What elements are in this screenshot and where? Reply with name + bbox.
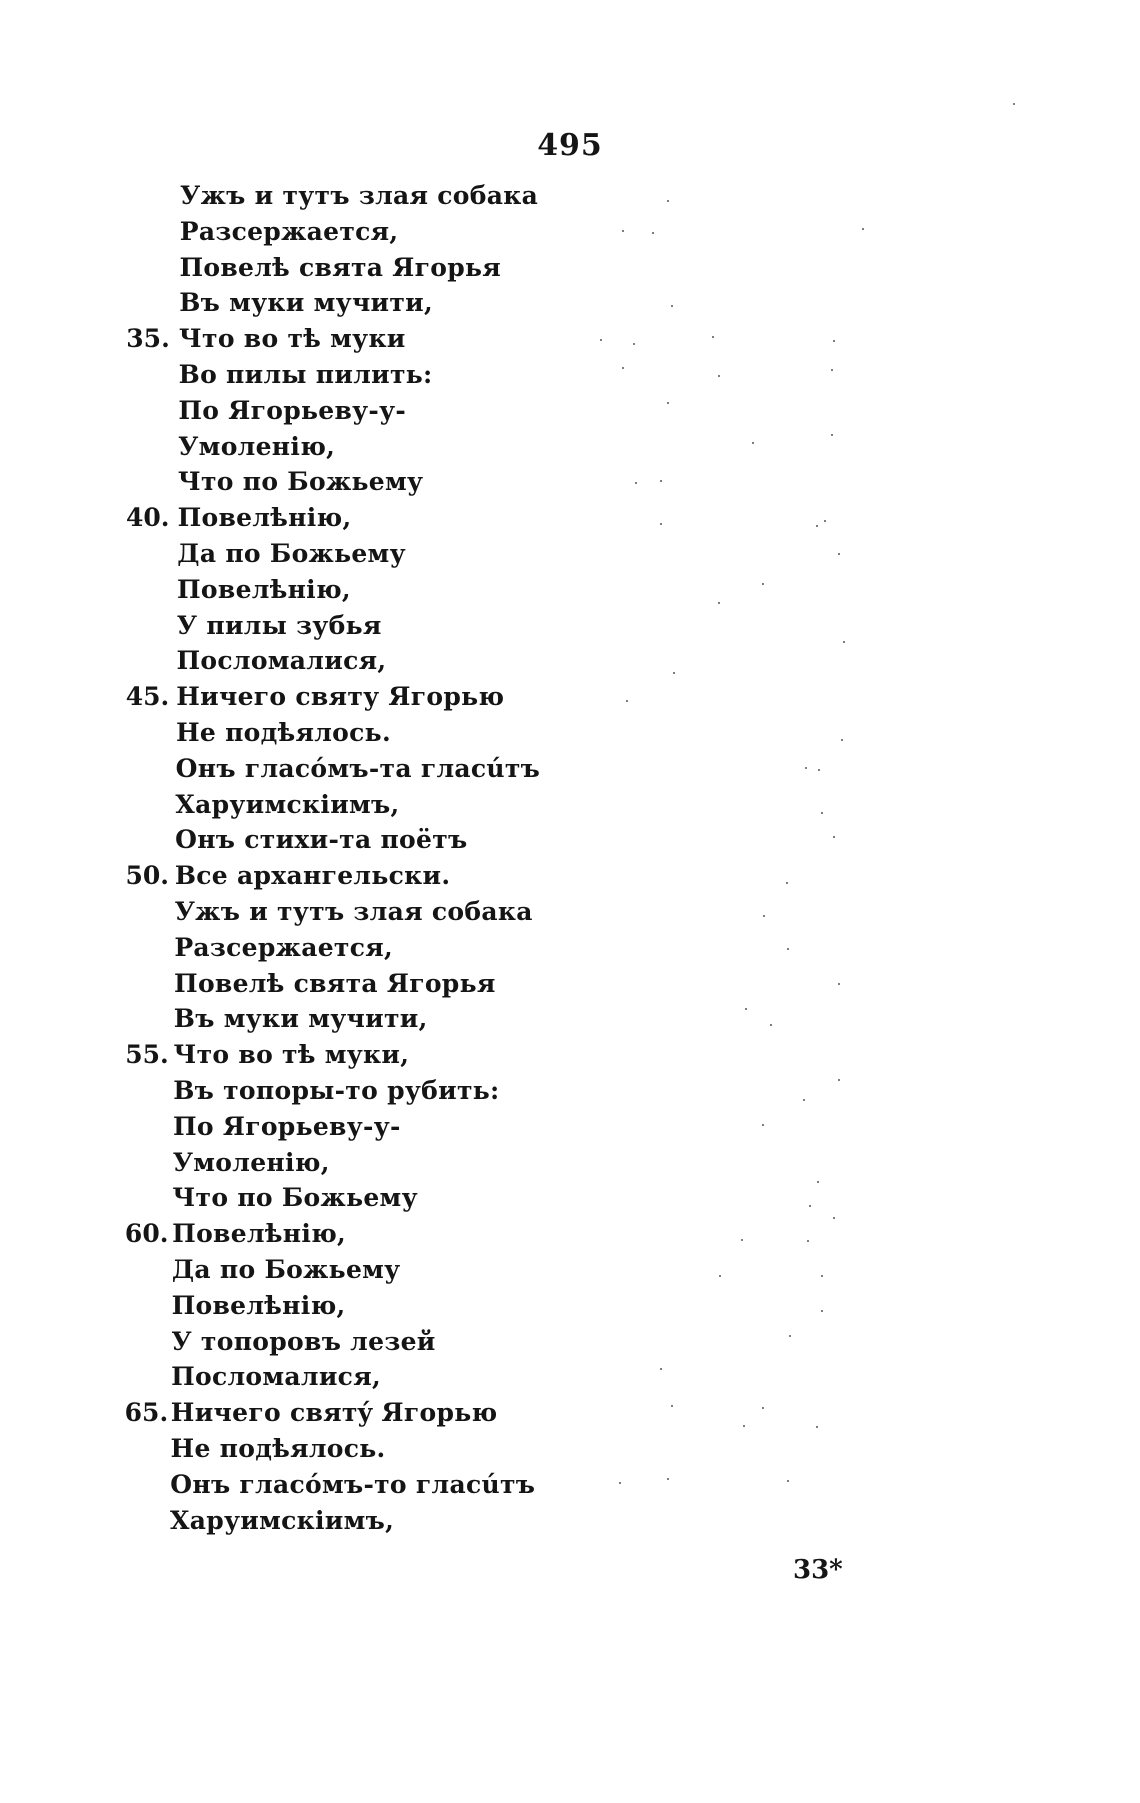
line-text: Повелѣнiю, <box>177 574 351 604</box>
scan-speck <box>673 672 675 674</box>
scan-speck <box>671 1405 673 1407</box>
scan-speck <box>816 525 818 527</box>
scan-speck <box>752 442 754 444</box>
scan-speck <box>803 1099 805 1101</box>
scan-speck <box>821 1310 823 1312</box>
line-text: Ничего святý Ягорью <box>170 1398 498 1428</box>
scan-speck <box>660 1368 662 1370</box>
poem-line <box>0 787 1140 823</box>
scan-speck <box>838 1079 840 1081</box>
scan-speck <box>762 583 764 585</box>
scan-speck <box>831 369 833 371</box>
poem-line <box>0 321 1140 357</box>
line-text: Да по Божьему <box>171 1255 401 1284</box>
scan-speck <box>787 948 789 950</box>
line-number: 40. <box>126 503 170 533</box>
line-text: Все архангельски. <box>174 861 451 891</box>
scan-speck <box>841 739 843 741</box>
line-text: Въ муки мучити, <box>179 288 434 318</box>
scan-speck <box>762 1407 764 1409</box>
poem-line <box>0 464 1140 500</box>
line-text: Умоленiю, <box>172 1147 330 1177</box>
poem-line <box>0 1216 1140 1252</box>
scan-speck <box>821 1275 823 1277</box>
scan-speck <box>712 336 714 338</box>
scan-speck <box>843 641 845 643</box>
scan-speck <box>667 200 669 202</box>
poem-line <box>0 393 1140 429</box>
line-text: Повелѣнiю, <box>171 1290 346 1320</box>
line-text: У пилы зубья <box>176 610 382 640</box>
poem-line <box>0 536 1140 572</box>
line-text: Что во тѣ муки <box>178 324 406 354</box>
line-text: Разсержается, <box>174 932 394 962</box>
scan-speck <box>667 402 669 404</box>
scan-speck <box>745 1008 747 1010</box>
poem-line <box>0 178 1140 214</box>
line-text: Умоленiю, <box>178 431 336 461</box>
scan-speck <box>633 343 635 345</box>
line-number: 50. <box>125 861 169 891</box>
scan-speck <box>833 1217 835 1219</box>
poem-line <box>0 930 1140 966</box>
scan-speck <box>838 983 840 985</box>
line-text: Харуимскiимъ, <box>175 789 400 819</box>
poem-line <box>0 1503 1140 1539</box>
poem-line <box>0 1252 1140 1288</box>
line-text: Харуимскiимъ, <box>170 1505 395 1535</box>
line-text: Повелѣ свята Ягорья <box>174 968 496 998</box>
scan-speck <box>789 1335 791 1337</box>
scan-speck <box>762 1124 764 1126</box>
poem-line <box>0 608 1140 644</box>
scan-speck <box>1013 103 1015 105</box>
line-text: У топоровъ лезей <box>171 1326 436 1356</box>
line-text: Онъ гласóмъ-то гласúтъ <box>170 1469 536 1499</box>
scan-speck <box>652 232 654 234</box>
scan-speck <box>635 482 637 484</box>
poem-line <box>0 1180 1140 1216</box>
scan-speck <box>626 700 628 702</box>
line-text: Посломалися, <box>176 646 387 676</box>
scan-speck <box>660 523 662 525</box>
scan-speck <box>838 553 840 555</box>
poem-line <box>0 858 1140 894</box>
poem-line <box>0 1073 1140 1109</box>
poem-line <box>0 1037 1140 1073</box>
line-number: 35. <box>126 324 170 354</box>
poem-line <box>0 1001 1140 1037</box>
poem-line <box>0 751 1140 787</box>
line-text: Что во тѣ муки, <box>173 1040 410 1070</box>
signature-mark: 33* <box>793 1555 843 1585</box>
poem-line <box>0 1359 1140 1395</box>
line-text: Въ муки мучити, <box>173 1004 428 1034</box>
poem-line <box>0 500 1140 536</box>
poem-line <box>0 1288 1140 1324</box>
line-text: Да по Божьему <box>177 539 406 568</box>
line-text: Посломалися, <box>171 1362 381 1392</box>
poem-line <box>0 1145 1140 1181</box>
poem-line <box>0 679 1140 715</box>
poem-line <box>0 1395 1140 1431</box>
poem-line <box>0 715 1140 751</box>
line-text: Не подѣялось. <box>170 1434 386 1463</box>
scan-speck <box>660 480 662 482</box>
scan-speck <box>718 375 720 377</box>
scan-speck <box>809 1205 811 1207</box>
line-text: По Ягорьеву-у- <box>178 395 407 425</box>
line-text: Онъ стихи-та поётъ <box>175 825 468 855</box>
poem-line <box>0 822 1140 858</box>
scan-speck <box>824 520 826 522</box>
page-number: 495 <box>537 128 603 163</box>
poem-line <box>0 643 1140 679</box>
scan-speck <box>831 434 833 436</box>
scan-speck <box>786 882 788 884</box>
line-text: Онъ гласóмъ-та гласúтъ <box>175 753 541 783</box>
poem-line <box>0 1431 1140 1467</box>
line-text: Что по Божьему <box>172 1183 418 1213</box>
scan-speck <box>622 367 624 369</box>
line-text: Повелѣнiю, <box>177 503 352 533</box>
line-text: Ничего святу Ягорью <box>176 682 505 712</box>
scan-speck <box>770 1024 772 1026</box>
line-text: Что по Божьему <box>177 467 424 497</box>
poem-line <box>0 966 1140 1002</box>
line-number: 55. <box>125 1040 169 1070</box>
line-text: Ужъ и тутъ злая собака <box>180 181 539 210</box>
scan-speck <box>622 230 624 232</box>
poem-line <box>0 250 1140 286</box>
line-text: По Ягорьеву-у- <box>172 1111 401 1141</box>
scan-speck <box>833 836 835 838</box>
poem-line <box>0 572 1140 608</box>
poem-line <box>0 429 1140 465</box>
scan-speck <box>763 915 765 917</box>
scan-speck <box>619 1482 621 1484</box>
scan-speck <box>718 602 720 604</box>
line-text: Въ топоры-то рубить: <box>173 1076 500 1105</box>
line-text: Не подѣялось. <box>175 718 391 747</box>
poem-line <box>0 1324 1140 1360</box>
scan-speck <box>667 1478 669 1480</box>
scan-speck <box>807 1240 809 1242</box>
scan-speck <box>818 769 820 771</box>
line-text: Повелѣнiю, <box>172 1219 347 1249</box>
scan-speck <box>833 340 835 342</box>
line-number: 65. <box>124 1398 169 1428</box>
line-text: Во пилы пилить: <box>178 360 433 389</box>
scan-speck <box>671 305 673 307</box>
line-text: Повелѣ свята Ягорья <box>179 252 502 282</box>
line-number: 60. <box>124 1219 169 1249</box>
poem-line <box>0 1467 1140 1503</box>
scan-speck <box>741 1239 743 1241</box>
poem-line <box>0 894 1140 930</box>
scan-speck <box>816 1426 818 1428</box>
scan-speck <box>600 339 602 341</box>
line-text: Разсержается, <box>179 216 399 246</box>
poem-line <box>0 357 1140 393</box>
scan-speck <box>787 1480 789 1482</box>
scan-speck <box>719 1275 721 1277</box>
line-number: 45. <box>125 682 170 712</box>
scan-speck <box>805 767 807 769</box>
poem-line <box>0 285 1140 321</box>
scan-speck <box>862 228 864 230</box>
line-text: Ужъ и тутъ злая собака <box>174 897 533 926</box>
scan-speck <box>821 812 823 814</box>
poem-line <box>0 1109 1140 1145</box>
poem-line <box>0 214 1140 250</box>
scan-speck <box>743 1425 745 1427</box>
scan-speck <box>817 1181 819 1183</box>
